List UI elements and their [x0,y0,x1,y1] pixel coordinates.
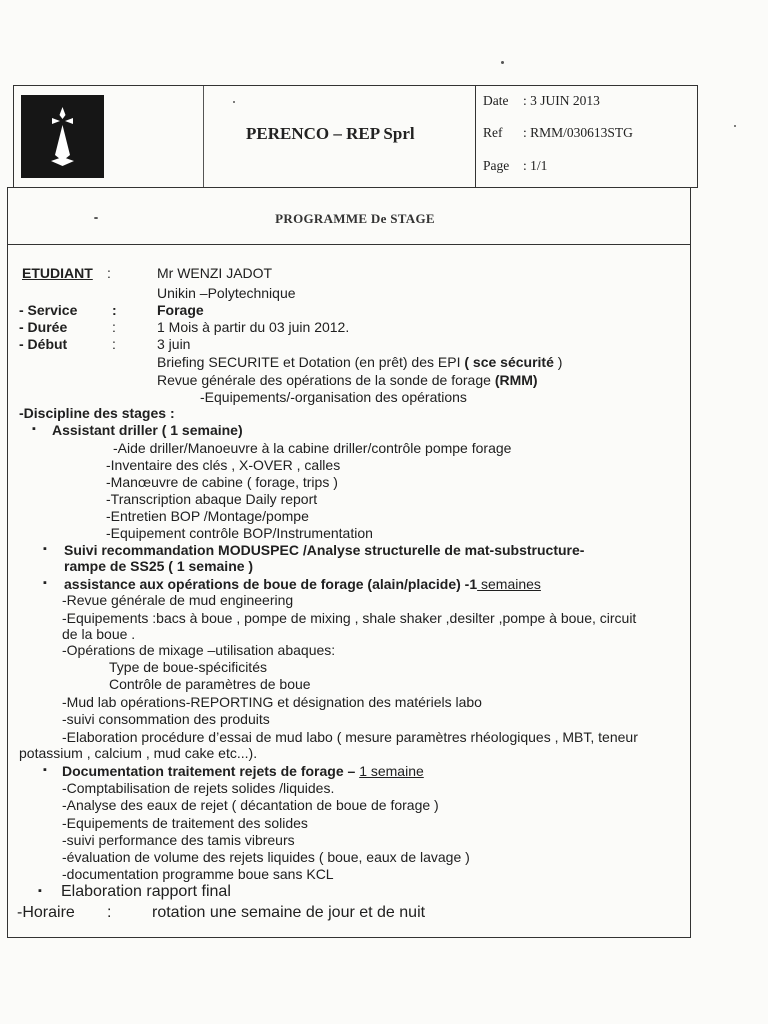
service-sep: : [112,302,117,318]
page-row [483,158,547,174]
bullet-icon: ▪ [43,577,47,589]
duree-value: 1 Mois à partir du 03 juin 2012. [157,319,350,335]
service-label: - Service [19,302,78,318]
ref-value: : RMM/030613STG [523,125,633,140]
debut-label: - Début [19,336,68,352]
horaire-value: rotation une semaine de jour et de nuit [152,904,426,921]
sec3-item: -Elaboration procédure d’essai de mud labo ( mesure paramètres rhéologiques , MBT, teneur [62,729,638,745]
sec5-title: Elaboration rapport final [61,883,231,900]
horaire-sep: : [107,904,112,921]
ref-label: Ref [483,125,503,140]
sec1-item: -Inventaire des clés , X-OVER , calles [106,457,341,473]
sec3-item: -suivi consommation des produits [62,711,270,727]
scan-speck [734,125,736,127]
briefing-line: Briefing SECURITE et Dotation (en prêt) des EPI ( sce sécurité ) [157,354,563,370]
sec3-item: Contrôle de paramètres de boue [109,676,311,692]
sec4-title: Documentation traitement rejets de forage – 1 semaine [62,763,424,779]
sec1-title: Assistant driller ( 1 semaine) [52,422,243,438]
sec3-item: -Mud lab opérations-REPORTING et désignation des matériels labo [62,694,482,710]
sec3-item: -Opérations de mixage –utilisation abaques: [62,642,336,658]
page-value: : 1/1 [523,158,548,173]
sec1-item: -Manœuvre de cabine ( forage, trips ) [106,474,338,490]
debut-sep: : [112,336,116,352]
student-name: Mr WENZI JADOT [157,265,273,281]
sec1-item: -Entretien BOP /Montage/pompe [106,508,309,524]
bullet-icon: ▪ [38,885,42,897]
company-logo [21,95,104,178]
page-label: Page [483,158,510,173]
horaire-label: -Horaire [17,904,75,921]
sec3-item: potassium , calcium , mud cake etc...). [19,745,258,761]
revue-line: Revue générale des opérations de la sonde de forage (RMM) [157,372,538,388]
sec3-title: assistance aux opérations de boue de forage (alain/placide) -1 semaines [64,576,541,592]
bullet-icon: ▪ [43,543,47,555]
ermine-icon [21,95,104,178]
sec4-item: -Equipements de traitement des solides [62,815,308,831]
sec4-item: -Comptabilisation de rejets solides /liquides. [62,780,335,796]
sec4-item: -Analyse des eaux de rejet ( décantation de boue de forage ) [62,797,439,813]
date-value: : 3 JUIN 2013 [523,93,600,108]
student-sep: : [107,265,111,281]
service-value: Forage [157,302,204,318]
sec1-item: -Transcription abaque Daily report [106,491,318,507]
equipements-line: -Equipements/-organisation des opérations [200,389,467,405]
program-title: PROGRAMME De STAGE [275,211,435,226]
sec2-line1: Suivi recommandation MODUSPEC /Analyse structurelle de mat-substructure- [64,542,585,558]
company-name: PERENCO – REP Sprl [246,124,415,143]
sec4-item: -documentation programme boue sans KCL [62,866,334,882]
sec1-item: -Equipement contrôle BOP/Instrumentation [106,525,373,541]
bullet-icon: ▪ [32,423,36,435]
sec3-item: Type de boue-spécificités [109,659,267,675]
sec3-item: de la boue . [62,626,136,642]
sec3-item: -Equipements :bacs à boue , pompe de mixing , shale shaker ,desilter ,pompe à boue, circuit [62,610,637,626]
discipline-heading: -Discipline des stages : [19,405,175,421]
duree-sep: : [112,319,116,335]
date-row [483,93,600,109]
date-label: Date [483,93,509,108]
scan-speck [501,61,504,64]
duree-label: - Durée [19,319,68,335]
sec2-line2: rampe de SS25 ( 1 semaine ) [64,558,254,574]
bullet-icon: ▪ [43,764,47,776]
ref-row [483,125,633,141]
sec1-item: -Aide driller/Manoeuvre à la cabine driller/contrôle pompe forage [113,440,512,456]
sec3-item: -Revue générale de mud engineering [62,592,294,608]
debut-value: 3 juin [157,336,191,352]
student-label: ETUDIANT [22,265,93,281]
sec4-item: -évaluation de volume des rejets liquides ( boue, eaux de lavage ) [62,849,470,865]
student-school: Unikin –Polytechnique [157,285,296,301]
sec4-item: -suivi performance des tamis vibreurs [62,832,295,848]
